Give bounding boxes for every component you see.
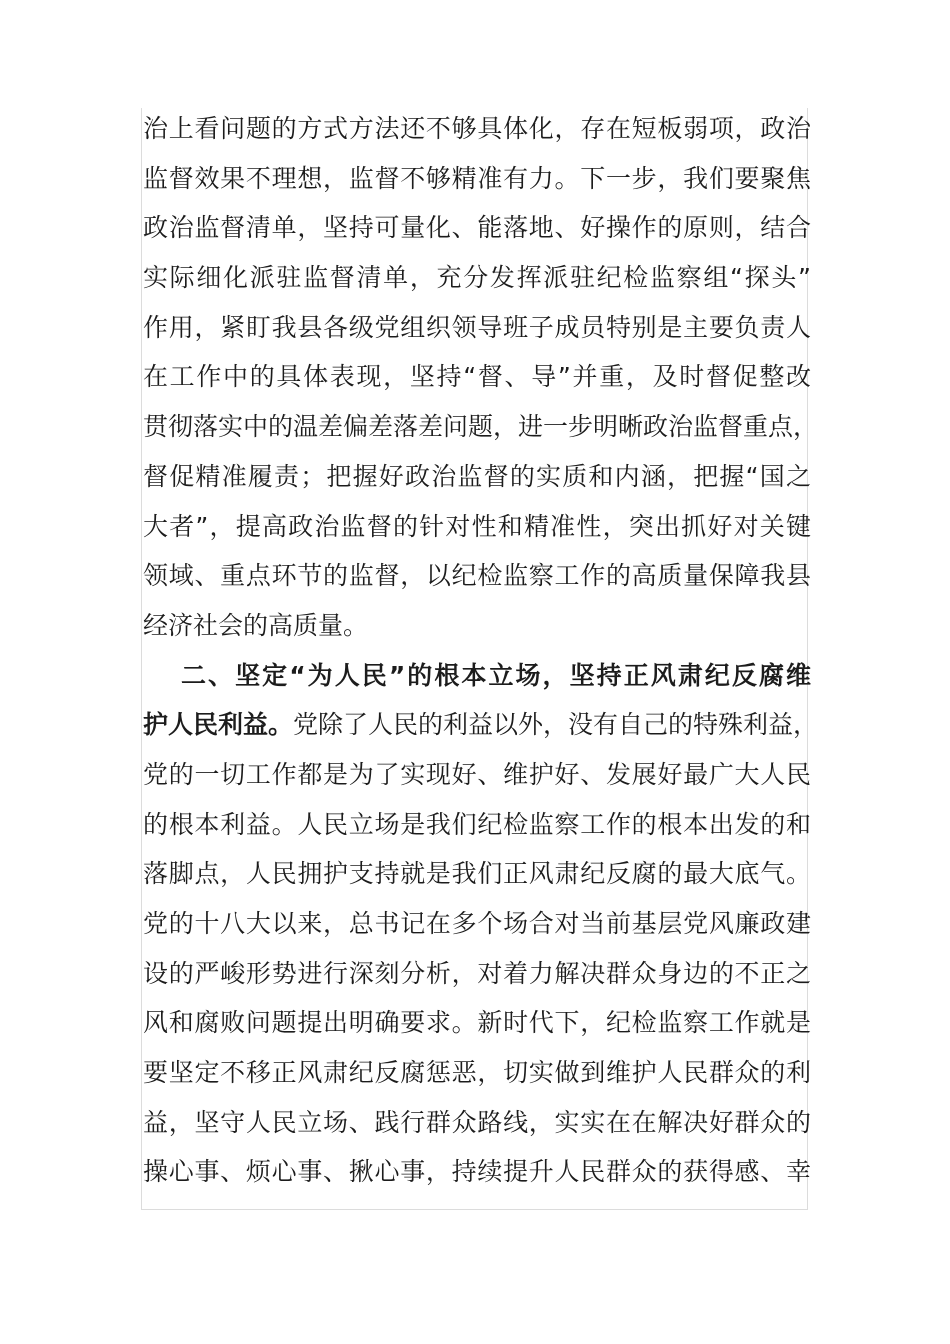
text-line: 益，坚守人民立场、践行群众路线，实实在在解决好群众的 (143, 1107, 811, 1137)
text-line: 作用，紧盯我县各级党组织领导班子成员特别是主要负责人 (143, 312, 811, 342)
text-line: 大者”，提高政治监督的针对性和精准性，突出抓好对关键 (143, 511, 811, 541)
section-heading-end: 护人民利益。 (143, 710, 294, 740)
paragraph-2 (143, 651, 819, 1198)
text-line: 治上看问题的方式方法还不够具体化，存在短板弱项，政治 (143, 114, 811, 143)
paragraph-1 (143, 104, 819, 651)
text-line: 监督效果不理想，监督不够精准有力。下一步，我们要聚焦 (143, 163, 811, 193)
text-line: 落脚点，人民拥护支持就是我们正风肃纪反腐的最大底气。 (143, 859, 811, 889)
text-line: 风和腐败问题提出明确要求。新时代下，纪检监察工作就是 (143, 1008, 811, 1038)
text-line: 实际细化派驻监督清单，充分发挥派驻纪检监察组“探头” (143, 263, 811, 293)
text-line: 党的一切工作都是为了实现好、维护好、发展好最广大人民 (143, 759, 811, 789)
text-line: 操心事、烦心事、揪心事，持续提升人民群众的获得感、幸 (143, 1157, 811, 1187)
section-heading: 二、坚定“为人民”的根本立场，坚持正风肃纪反腐维 (181, 660, 811, 690)
text-line: 的根本利益。人民立场是我们纪检监察工作的根本出发的和 (143, 809, 811, 839)
text-line: 在工作中的具体表现，坚持“督、导”并重，及时督促整改 (143, 362, 811, 392)
text-line (143, 700, 819, 750)
text-line: 要坚定不移正风肃纪反腐惩恶，切实做到维护人民群众的利 (143, 1058, 811, 1088)
text-line: 经济社会的高质量。 (143, 610, 369, 640)
text-span: 党除了人民的利益以外，没有自己的特殊利益， (293, 710, 819, 740)
text-line: 党的十八大以来，总书记在多个场合对当前基层党风廉政建 (143, 909, 811, 938)
text-line: 领域、重点环节的监督，以纪检监察工作的高质量保障我县 (143, 561, 811, 591)
document-body (143, 104, 819, 1197)
text-line: 督促精准履责；把握好政治监督的实质和内涵，把握“国之 (143, 461, 811, 491)
text-line: 设的严峻形势进行深刻分析，对着力解决群众身边的不正之 (143, 958, 811, 988)
text-line: 政治监督清单，坚持可量化、能落地、好操作的原则，结合 (143, 213, 811, 243)
text-line: 贯彻落实中的温差偏差落差问题，进一步明晰政治监督重点， (143, 412, 819, 442)
